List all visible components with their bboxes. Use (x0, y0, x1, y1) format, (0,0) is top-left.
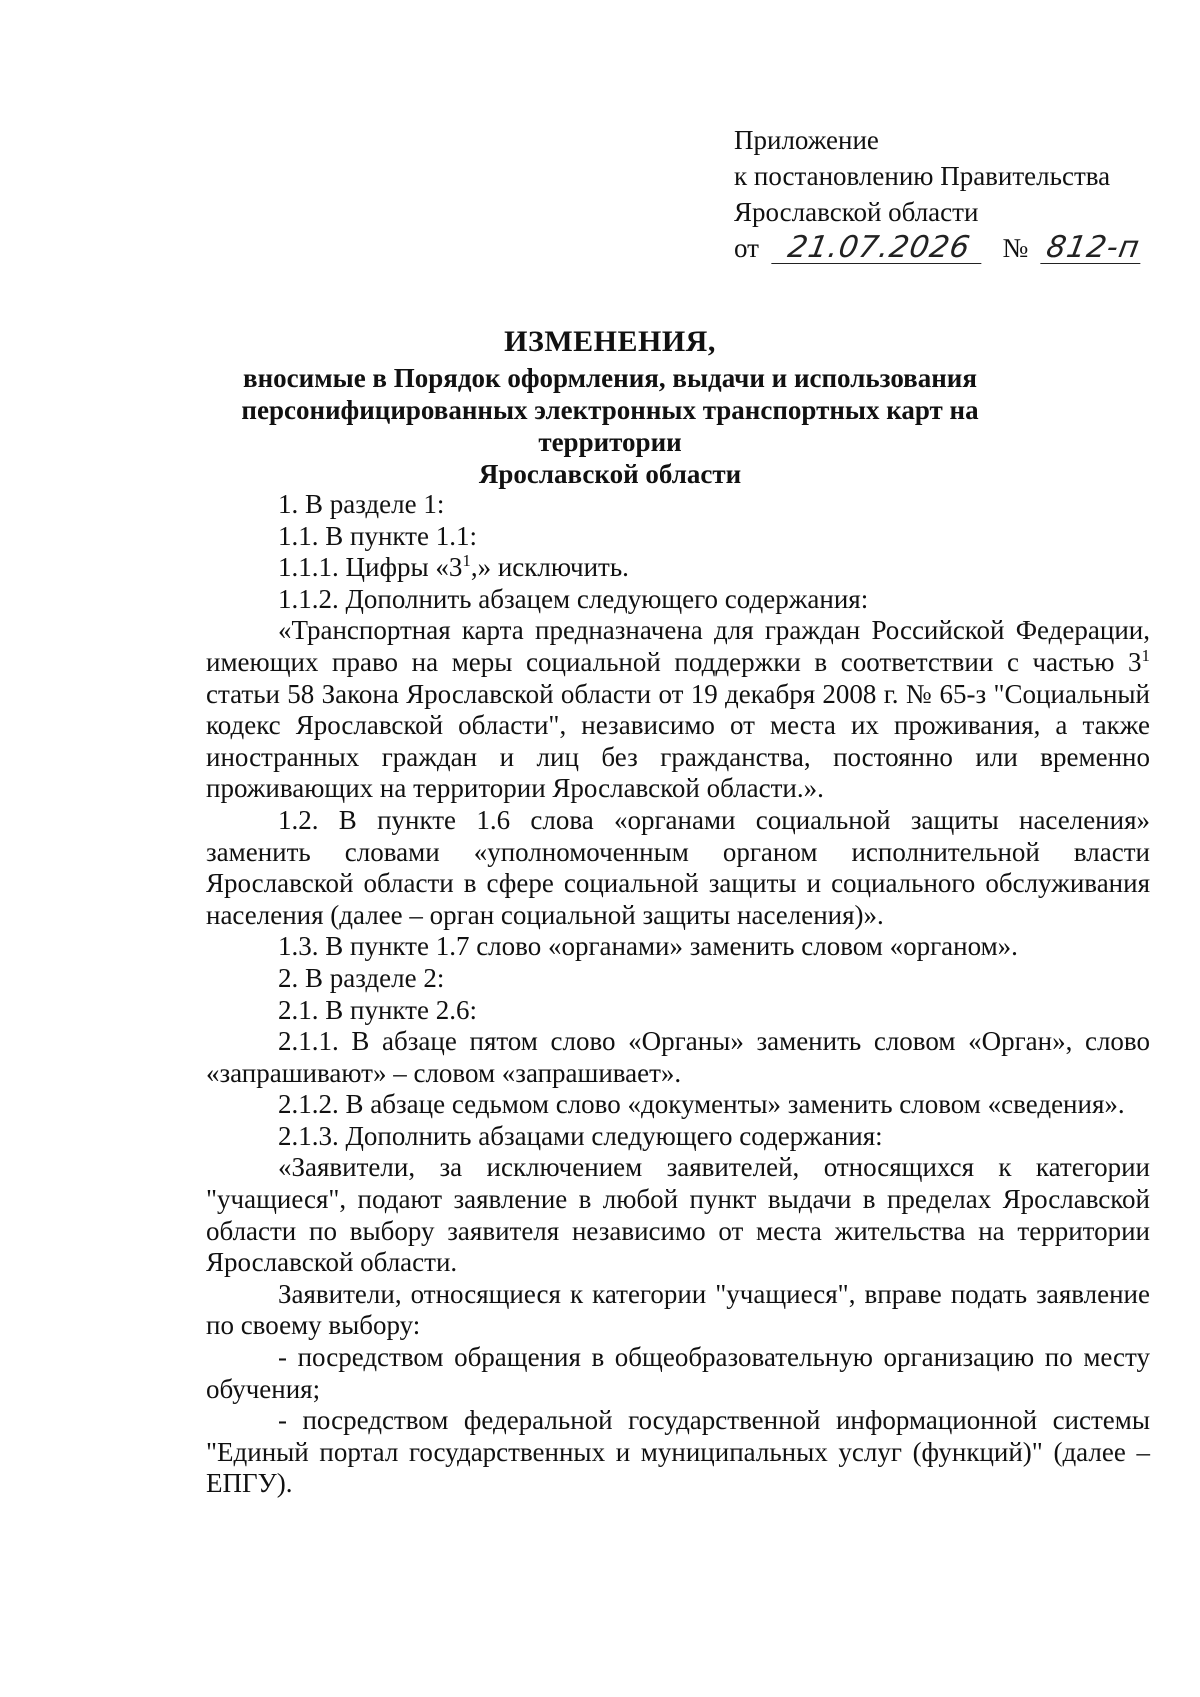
number-label: № (1002, 233, 1029, 263)
title-main: ИЗМЕНЕНИЯ, (504, 325, 716, 358)
paragraph-students: Заявители, относящиеся к категории "учащиеся", вправе подать заявление по своему выбору: (206, 1278, 1150, 1341)
document-body (206, 489, 1150, 1500)
paragraph-2-1-1: 2.1.1. В абзаце пятом слово «Органы» заменить словом «Орган», слово «запрашивают» – словом «запрашивает». (206, 1026, 1150, 1088)
appendix-date-number-row (734, 230, 1154, 266)
paragraph-1-1-2: 1.1.2. Дополнить абзацем следующего содержания: (278, 583, 869, 614)
paragraph-1-2: 1.2. В пункте 1.6 слова «органами социальной защиты населения» заменить словами «уполномоченным органом исполнительной власти Ярославской области в сфере социальной защиты и социального обслуживания населения (далее – орган социальной защиты населения)». (206, 804, 1150, 930)
paragraph-option-school: - посредством обращения в общеобразовательную организацию по месту обучения; (206, 1342, 1150, 1404)
from-label: от (734, 233, 759, 263)
paragraph-1: 1. В разделе 1: (278, 489, 445, 519)
paragraph-2-1-3: 2.1.3. Дополнить абзацами следующего содержания: (278, 1120, 883, 1151)
handwritten-date: 21.07.2026 (771, 233, 986, 264)
title-line-2: персонифицированных электронных транспортных карт на территории (241, 395, 979, 457)
appendix-region-line: Ярославской области (734, 197, 979, 227)
paragraph-1-1: 1.1. В пункте 1.1: (278, 520, 477, 551)
paragraph-quote-applicants: «Заявители, за исключением заявителей, относящихся к категории "учащиеся", подают заявление в любой пункт выдачи в пределах Ярославской области по выбору заявителя независимо от места жительства на территории Ярославской области. (206, 1152, 1150, 1278)
paragraph-2: 2. В разделе 2: (278, 962, 445, 993)
paragraph-option-epgu: - посредством федеральной государственной информационной системы "Единый портал государственных и муниципальных услуг (функций)" (далее – ЕПГУ). (206, 1405, 1150, 1499)
handwritten-number: 812-п (1040, 233, 1145, 264)
superscript: 1 (1141, 645, 1150, 665)
paragraph-quote-transport-card: «Транспортная карта предназначена для граждан Российской Федерации, имеющих право на меры социальной поддержки в соответствии с частью $3^1$ статьи 58 Закона Ярославской области от 19 декабря 2008 г. № 65-з "Социальный кодекс Ярославской области", независимо от места их проживания, а также иностранных граждан и лиц без гражданства, постоянно или временно проживающих на территории Ярославской области.». (206, 615, 1150, 804)
paragraph-2-1-2: 2.1.2. В абзаце седьмом слово «документы» заменить словом «сведения». (278, 1089, 1125, 1120)
document-title (180, 326, 1040, 490)
paragraph-2-1: 2.1. В пункте 2.6: (278, 994, 477, 1025)
appendix-decree-line: к постановлению Правительства (734, 161, 1111, 191)
paragraph-1-1-1: 1.1.1. Цифры «$3^1$,» исключить. (278, 551, 629, 583)
appendix-header (734, 122, 1154, 266)
title-line-3: Ярославской области (478, 459, 742, 489)
appendix-title: Приложение (734, 125, 879, 155)
title-line-1: вносимые в Порядок оформления, выдачи и использования (243, 363, 977, 393)
paragraph-1-3: 1.3. В пункте 1.7 слово «органами» заменить словом «органом». (278, 931, 1018, 962)
superscript: 1 (462, 551, 471, 571)
